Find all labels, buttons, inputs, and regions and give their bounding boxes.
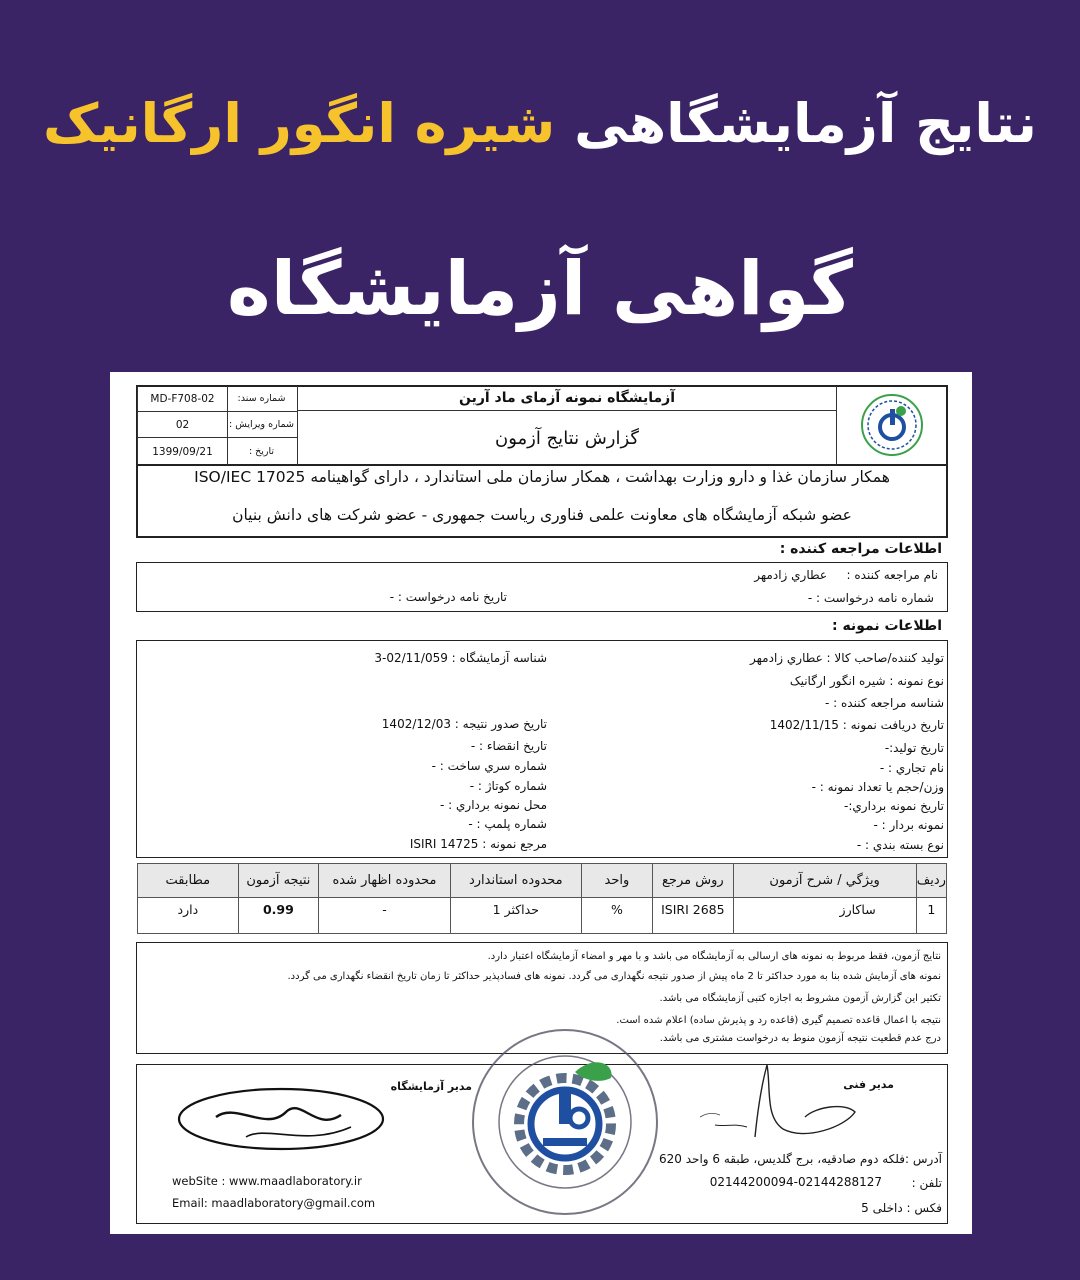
cell-test: ساکارز <box>733 898 916 934</box>
issue-date: تاریخ صدور نتیجه : 1402/12/03 <box>381 717 547 731</box>
lab-manager-label: مدیر آزمایشگاه <box>390 1080 472 1093</box>
weight-volume: وزن/حجم یا تعداد نمونه : - <box>811 780 944 794</box>
results-header-row <box>138 864 947 898</box>
banner-title-text: نتایج آزمایشگاهی <box>574 92 1037 155</box>
results-table <box>137 863 947 934</box>
sample-section-title: اطلاعات نمونه : <box>831 618 942 634</box>
sample-reference: مرجع نمونه : ISIRI 14725 <box>409 837 547 851</box>
fax: فکس : داخلی 5 <box>861 1201 942 1215</box>
revision-label: شماره ویرایش : <box>226 412 297 438</box>
cotaj-number: شماره کوتاژ : - <box>469 779 547 793</box>
banner-title-highlight: شیره انگور ارگانیک <box>43 92 556 155</box>
address: آدرس :فلکه دوم صادقیه، برج گلدیس، طبقه 6 واحد 620 <box>659 1152 942 1166</box>
date-label: تاریخ : <box>248 446 275 457</box>
email: Email: maadlaboratory@gmail.com <box>172 1196 376 1210</box>
technical-manager-signature <box>695 1057 865 1147</box>
accreditation-line-2: عضو شبکه آزمایشگاه های معاونت علمی فناوری ریاست جمهوری - عضو شرکت های دانش بنیان <box>232 506 852 524</box>
col-method: روش مرجع <box>653 864 733 898</box>
website: webSite : www.maadlaboratory.ir <box>172 1174 362 1188</box>
col-standard-range: محدوده استاندارد <box>450 864 581 898</box>
client-name-label: نام مراجعه کننده : <box>846 568 938 582</box>
client-id: شناسه مراجعه کننده : - <box>824 696 944 710</box>
sampling-place: محل نمونه برداري : - <box>440 798 547 812</box>
producer: تولید کننده/صاحب کالا : عطاري زادمهر <box>750 651 944 665</box>
col-result: نتیجه آزمون <box>238 864 318 898</box>
note-1: نتایج آزمون، فقط مربوط به نمونه های ارسالی به آزمایشگاه می باشد و با مهر و امضاء آزمایشگاه اعتبار دارد. <box>487 951 941 962</box>
date-value: 1399/09/21 <box>138 438 228 465</box>
lab-manager-signature <box>176 1077 396 1167</box>
doc-info-grid <box>137 386 298 465</box>
cell-conformity: دارد <box>138 898 239 934</box>
note-4: نتیجه با اعمال قاعده تصمیم گیری (قاعده رد و پذیرش ساده) اعلام شده است. <box>616 1015 941 1026</box>
note-3: تکثیر این گزارش آزمون مشروط به اجازه کتبی آزمایشگاه می باشد. <box>659 993 941 1004</box>
cell-unit: % <box>581 898 652 934</box>
col-row: ردیف <box>916 864 946 898</box>
packaging-type: نوع بسته بندي : - <box>856 838 944 852</box>
sampling-date: تاریخ نمونه برداري:- <box>844 799 944 813</box>
technical-manager-label: مدیر فنی <box>843 1078 894 1091</box>
lab-logo <box>837 386 947 464</box>
col-conformity: مطابقت <box>138 864 239 898</box>
cell-declared-range: - <box>319 898 451 934</box>
cell-result: 0.99 <box>238 898 318 934</box>
production-date: تاریخ تولید:- <box>884 741 944 755</box>
banner-subtitle: گواهی آزمایشگاه <box>227 246 853 332</box>
batch-number: شماره سري ساخت : - <box>431 759 547 773</box>
doc-no-value: MD-F708-02 <box>138 386 228 412</box>
logo-divider <box>836 386 837 465</box>
doc-no-label: شماره سند: <box>226 386 297 412</box>
certificate-document <box>110 372 972 1234</box>
lab-id: شناسه آزمایشگاه : 02/11/059-3 <box>374 651 547 665</box>
accreditation-line-1: همکار سازمان غذا و دارو وزارت بهداشت ، همکار سازمان ملی استاندارد ، دارای گواهینامه ISO/IEC 17025 <box>194 468 890 486</box>
request-number: شماره نامه درخواست : - <box>807 591 934 605</box>
col-unit: واحد <box>581 864 652 898</box>
phone-number: 02144200094-02144288127 <box>709 1175 882 1189</box>
client-section-title: اطلاعات مراجعه کننده : <box>779 541 942 557</box>
sampler: نمونه بردار : - <box>873 818 944 832</box>
revision-value: 02 <box>138 412 228 438</box>
laboratory-seal <box>450 1022 680 1222</box>
note-2: نمونه های آزمایش شده بنا به مورد حداکثر تا 2 ماه پیش از صدور نتیجه نگهداری می گردد. نمونه های فسادپذیر حداکثر تا زمان تاریخ انقضاء نگهداری می گردد. <box>287 971 941 982</box>
cell-method: ISIRI 2685 <box>653 898 733 934</box>
col-test: ویژگي / شرح آزمون <box>733 864 916 898</box>
lab-name: آزمایشگاه نمونه آزمای ماد آرین <box>298 386 836 411</box>
client-name: عطاري زادمهر <box>754 568 827 582</box>
note-5: درج عدم قطعیت نتیجه آزمون منوط به درخواست مشتری می باشد. <box>659 1033 941 1044</box>
phone-label: تلفن : <box>911 1176 942 1190</box>
sample-type: نوع نمونه : شیره انگور ارگانیک <box>789 674 944 688</box>
expiry-date: تاریخ انقضاء : - <box>470 739 547 753</box>
cell-standard-range: حداکثر 1 <box>450 898 581 934</box>
cell-row: 1 <box>916 898 946 934</box>
request-date: تاریخ نامه درخواست : - <box>389 590 507 604</box>
banner-title <box>0 92 1080 155</box>
seal-number: شماره پلمپ : - <box>468 817 547 831</box>
col-declared-range: محدوده اظهار شده <box>319 864 451 898</box>
table-row <box>138 898 947 934</box>
brand-name: نام تجاري : - <box>879 761 944 775</box>
receive-date: تاریخ دریافت نمونه : 1402/11/15 <box>769 718 944 732</box>
report-title: گزارش نتایج آزمون <box>494 428 640 449</box>
